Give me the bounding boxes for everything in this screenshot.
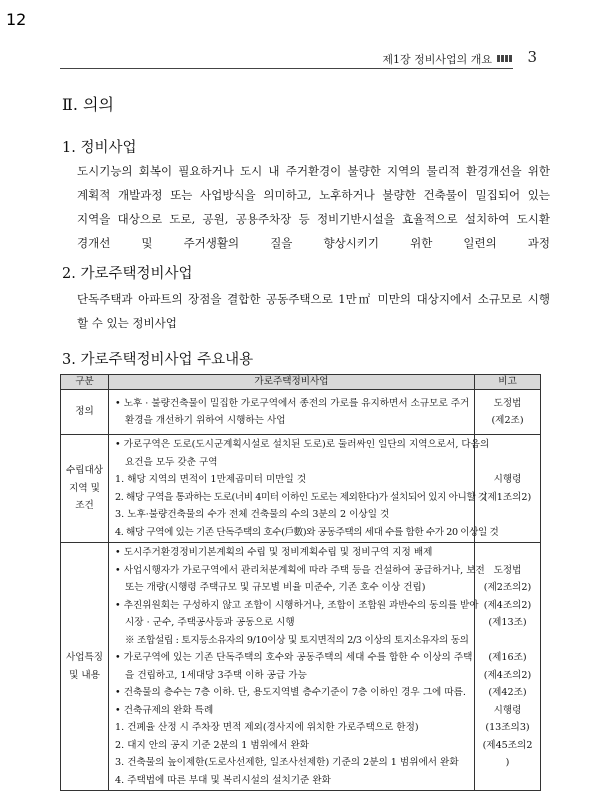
paragraph-line: 경개선 및 주거생활의 질을 향상시키기 위한 일련의 과정 xyxy=(77,236,550,250)
note-cell xyxy=(475,543,541,791)
contents-table xyxy=(60,374,541,791)
content-line: • 추진위원회는 구성하지 않고 조합이 시행하거나, 조합이 조합원 과반수의 동의를 받아 xyxy=(115,599,479,611)
table-row-features xyxy=(61,543,541,791)
note-line: 도정법 xyxy=(493,564,522,576)
content-line: • 노후 · 불량건축물이 밀집한 가로구역에서 종전의 가로를 유지하면서 소규모로 주거 xyxy=(115,397,470,409)
content-line: 시장 · 군수, 주택공사등과 공동으로 시행 xyxy=(125,617,295,628)
note-line: (제2조의2) xyxy=(483,582,532,593)
table-header-row xyxy=(61,375,541,390)
note-line: (제45조의2 xyxy=(482,739,533,751)
category-line: 지역 및 xyxy=(69,482,100,494)
content-line: • 건축물의 층수는 7층 이하. 단, 용도지역별 층수기준이 7층 이하인 경우 그에 따름. xyxy=(115,687,466,698)
content-cell xyxy=(109,390,475,435)
paragraph-line: 지역을 대상으로 도로, 공원, 공용주차장 등 정비기반시설을 효율적으로 설치하여 도시환 xyxy=(77,212,550,226)
note-line xyxy=(475,632,540,650)
heading-street-housing-project: 2. 가로주택정비사업 xyxy=(62,266,193,282)
category-line: 조건 xyxy=(75,500,94,512)
chapter-number: 3 xyxy=(527,48,537,66)
heading-maintenance-project: 1. 정비사업 xyxy=(62,140,137,156)
content-line: ※ 조합설립 : 토지등소유자의 9/10이상 및 토지면적의 2/3 이상의 토지소유자의 동의 xyxy=(125,634,469,646)
content-line: 1. 해당 지역의 면적이 1만제곱미터 미만일 것 xyxy=(115,474,307,485)
content-line: 또는 개량(시행령 주택규모 및 규모별 비율 미준수, 기존 호수 이상 건립) xyxy=(125,582,426,593)
note-line: (제2조) xyxy=(491,415,524,426)
category-line: 및 내용 xyxy=(69,669,100,681)
note-line: 도정법 xyxy=(493,397,522,409)
table-row-definition xyxy=(61,390,541,435)
note-line: (제4조의2) xyxy=(483,669,532,681)
content-line: • 도시주거환경정비기본계획의 수립 및 정비계획수립 및 정비구역 지정 배제 xyxy=(115,547,433,558)
chapter-marker-icon xyxy=(497,55,513,62)
content-cell xyxy=(109,435,499,543)
content-line: 환경을 개선하기 위하여 시행하는 사업 xyxy=(125,415,286,426)
heading-main-contents: 3. 가로주택정비사업 주요내용 xyxy=(62,352,254,368)
content-line: 4. 주택법에 따른 부대 및 복리시설의 설치기준 완화 xyxy=(115,774,331,786)
content-line: • 사업시행자가 가로구역에서 관리처분계획에 따라 주택 등을 건설하여 공급하거나, 보전 xyxy=(115,564,485,576)
category-cell xyxy=(61,543,109,791)
content-line: 을 건립하고, 1세대당 3주택 이하 공급 가능 xyxy=(125,669,307,681)
content-line: 2. 대지 안의 공지 기준 2분의 1 범위에서 완화 xyxy=(115,739,310,751)
column-header: 구분 xyxy=(61,375,109,390)
column-header: 비고 xyxy=(475,375,541,390)
content-line: 3. 건축물의 높이제한(도로사선제한, 일조사선제한) 기준의 2분의 1 범위에서 완화 xyxy=(115,757,459,768)
note-line: (제1조의2) xyxy=(483,491,532,503)
content-line: • 가로구역에 있는 기존 단독주택의 호수와 공동주택의 세대 수를 합한 수 이상의 주택 xyxy=(115,652,473,663)
category-line: 수립대상 xyxy=(65,465,104,477)
section-heading: Ⅱ. 의의 xyxy=(62,95,114,114)
content-line: 1. 건폐율 산정 시 주차장 면적 제외(경사지에 위치한 가로주택으로 한정) xyxy=(115,722,419,733)
note-line: 시행령 xyxy=(493,474,522,485)
content-line: 요건을 모두 갖춘 구역 xyxy=(125,456,218,468)
category-cell xyxy=(61,435,109,543)
column-header: 가로주택정비사업 xyxy=(109,375,475,390)
note-line: (제13조) xyxy=(488,617,527,628)
content-line: • 건축규제의 완화 특례 xyxy=(115,704,214,716)
note-line: ) xyxy=(505,757,510,768)
content-cell xyxy=(109,543,485,791)
paragraph-maintenance-project xyxy=(77,159,550,255)
paragraph-line: 단독주택과 아파트의 장점을 결합한 공동주택으로 1만㎡ 미만의 대상지에서 소규모로 시행 xyxy=(77,292,550,306)
paragraph-line: 계획적 개발과정 또는 사업방식을 의미하고, 노후하거나 불량한 건축물이 밀집되어 있는 xyxy=(77,188,550,202)
note-line: (제4조의2) xyxy=(483,599,532,611)
category-cell xyxy=(61,390,109,435)
paragraph-line: 할 수 있는 정비사업 xyxy=(77,316,177,330)
chapter-title: 제1장 정비사업의 개요 xyxy=(382,53,492,66)
category-line: 사업특징 xyxy=(65,652,104,663)
content-line: 4. 해당 구역에 있는 기존 단독주택의 호수(戶數)와 공동주택의 세대 수를 합한 수가 20 이상일 것 xyxy=(115,526,499,538)
page-number: 12 xyxy=(6,10,27,29)
paragraph-street-housing-project xyxy=(77,287,550,335)
note-cell xyxy=(475,390,541,435)
note-line: (13조의3) xyxy=(485,722,530,733)
content-line: 3. 노후·불량건축물의 수가 전체 건축물의 수의 3분의 2 이상일 것 xyxy=(115,509,390,520)
content-line: • 가로구역은 도로(도시군계획시설로 설치된 도로)로 둘러싸인 일단의 지역으로서, 다음의 xyxy=(115,439,490,450)
paragraph-line: 도시기능의 회복이 필요하거나 도시 내 주거환경이 불량한 지역의 물리적 환경개선을 위한 xyxy=(77,164,550,178)
note-line: (제16조) xyxy=(488,652,527,663)
category-line: 정의 xyxy=(75,406,94,418)
table-row-target-area xyxy=(61,435,541,543)
chapter-header xyxy=(60,48,537,69)
note-line: (제42조) xyxy=(488,687,527,698)
content-line: 2. 해당 구역을 통과하는 도로(너비 4미터 이하인 도로는 제외한다)가 설치되어 있지 아니할 것 xyxy=(115,491,487,503)
note-line: 시행령 xyxy=(493,704,522,716)
